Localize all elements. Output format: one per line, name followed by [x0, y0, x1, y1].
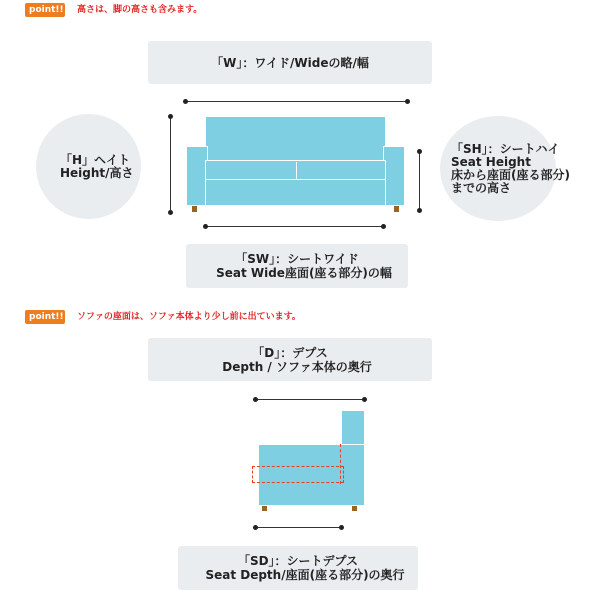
seat-height-line-top-dot: [417, 149, 422, 154]
width-line-end-dot: [405, 99, 410, 104]
depth-label-box: [148, 338, 432, 381]
point-badge-1: point!!: [25, 3, 65, 17]
seat-depth-dimension-line: [256, 527, 342, 528]
seat-depth-label-line1: 「SD」：シートデプス: [237, 554, 359, 568]
point-badge-2: point!!: [25, 310, 65, 324]
height-line-top-dot: [168, 114, 173, 119]
sofa-side-front-leg: [262, 506, 267, 511]
height-label-line2: Height/高さ: [60, 165, 134, 180]
point-note-seat: ソファの座面は、ソファ本体より少し前に出ています。: [77, 312, 301, 322]
sofa-side-backrest: [341, 410, 365, 446]
depth-label-line1: 「D」：デプス: [252, 345, 328, 360]
width-label: 「W」：ワイド/Wideの略/幅: [211, 55, 369, 70]
sofa-cushion-divider: [296, 162, 297, 179]
seat-height-label-line1: 「SH」：シートハイ: [451, 141, 560, 156]
point-note-height: 高さは、脚の高さも含みます。: [77, 5, 203, 15]
width-label-box: [148, 41, 432, 84]
seat-depth-label-box: [178, 546, 418, 590]
seat-depth-line-start-dot: [253, 525, 258, 530]
seat-width-dimension-line: [206, 226, 384, 227]
depth-dimension-line: [256, 399, 365, 400]
seat-width-label-box: [186, 244, 408, 288]
seat-height-line-bottom-dot: [417, 208, 422, 213]
seat-width-line-start-dot: [203, 224, 208, 229]
seat-height-label-line4: までの高さ: [451, 180, 512, 195]
depth-line-end-dot: [362, 397, 367, 402]
width-line-start-dot: [183, 99, 188, 104]
height-line-bottom-dot: [168, 210, 173, 215]
seat-width-label-line1: 「SW」：シートワイド: [235, 252, 359, 266]
sofa-right-leg: [394, 206, 399, 212]
sofa-side-back-leg: [352, 506, 357, 511]
sofa-backrest: [205, 116, 386, 162]
height-label-line1: 「H」ヘイト: [60, 152, 131, 167]
seat-height-label-line3: 床から座面(座る部分): [451, 167, 570, 182]
seat-height-dimension-line: [419, 152, 420, 211]
depth-label-line2: Depth / ソファ本体の奥行: [222, 359, 372, 374]
height-label-circle: [36, 114, 141, 219]
height-dimension-line: [170, 117, 171, 213]
sofa-cushion-line: [205, 179, 386, 180]
seat-width-label-line2: Seat Wide座面(座る部分)の幅: [216, 266, 392, 280]
depth-line-start-dot: [253, 397, 258, 402]
seat-back-dashed-line: [340, 444, 341, 484]
seat-depth-line-end-dot: [339, 525, 344, 530]
seat-height-label-line2: Seat Height: [451, 154, 531, 169]
sofa-right-arm: [383, 146, 405, 206]
seat-outline-dashed: [252, 466, 344, 483]
seat-width-line-end-dot: [381, 224, 386, 229]
sofa-left-leg: [192, 206, 197, 212]
seat-height-label-circle: [440, 116, 570, 221]
seat-depth-label-line2: Seat Depth/座面(座る部分)の奥行: [205, 568, 405, 582]
width-dimension-line: [186, 101, 408, 102]
